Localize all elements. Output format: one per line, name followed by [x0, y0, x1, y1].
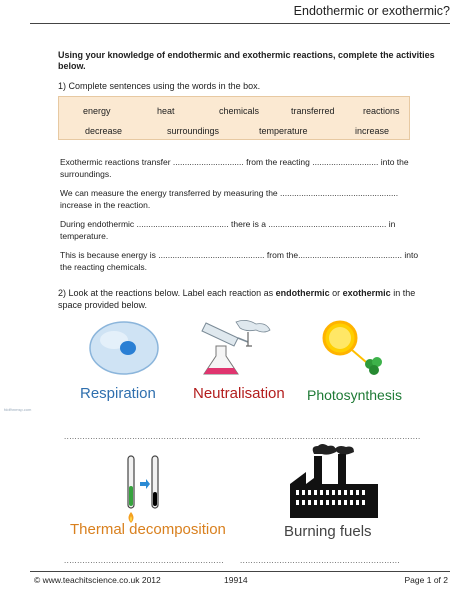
word-box-word: heat: [157, 106, 175, 116]
word-box-word: chemicals: [219, 106, 260, 116]
q2-text-end: in the space provided below.: [58, 288, 416, 310]
reaction-label-photosynthesis: Photosynthesis: [307, 387, 402, 403]
question-2-prompt: [58, 287, 418, 311]
answer-line-neutralisation[interactable]: ..............................................: [182, 432, 303, 441]
answer-line-thermal-decomposition[interactable]: .............................................................: [64, 556, 224, 565]
footer-page-number: Page 1 of 2: [404, 575, 448, 585]
reaction-label-thermal-decomposition: Thermal decomposition: [70, 521, 226, 538]
sentence-2: We can measure the energy transferred by measuring the .................................................. increase in the reaction.: [60, 188, 399, 210]
factory-icon: [284, 444, 384, 520]
footer-divider: [30, 571, 450, 572]
word-box-word: surroundings: [167, 126, 220, 136]
word-box-word: reactions: [363, 106, 400, 116]
intro-instructions: Using your knowledge of endothermic and exothermic reactions, complete the activities below.: [58, 50, 435, 71]
reaction-label-burning-fuels: Burning fuels: [284, 523, 372, 540]
watermark: fddfhnmsp.com: [4, 407, 32, 412]
word-box-word: temperature: [259, 126, 308, 136]
sun-icon: [316, 316, 396, 380]
word-box-word: decrease: [85, 126, 123, 136]
sentence-4: This is because energy is ............................................. from the............................................ into the reacting chemicals.: [60, 250, 419, 272]
q2-text-or: or: [329, 288, 343, 298]
q2-endothermic: endothermic: [275, 288, 330, 298]
flask-icon: [186, 318, 276, 378]
q2-text-start: 2) Look at the reactions below. Label each reaction as: [58, 288, 276, 298]
question-1-prompt: 1) Complete sentences using the words in the box.: [58, 81, 261, 91]
sentence-3: During endothermic ....................................... there is a .................................................. in temperature.: [60, 219, 396, 241]
q2-exothermic: exothermic: [342, 288, 391, 298]
test-tubes-icon: [114, 452, 174, 524]
footer-code: 19914: [224, 575, 248, 585]
cell-icon: [84, 318, 164, 378]
page-title: Endothermic or exothermic?: [293, 4, 450, 18]
reaction-label-respiration: Respiration: [80, 385, 156, 402]
answer-line-burning-fuels[interactable]: .............................................................: [240, 556, 400, 565]
word-box-word: energy: [83, 106, 111, 116]
reaction-label-neutralisation: Neutralisation: [193, 385, 285, 402]
word-box: [58, 96, 410, 140]
answer-line-photosynthesis[interactable]: ..............................................: [300, 432, 421, 441]
answer-line-respiration[interactable]: ..............................................: [64, 432, 185, 441]
word-box-word: transferred: [291, 106, 335, 116]
header-divider: [30, 23, 450, 24]
sentence-1: Exothermic reactions transfer .............................. from the reacting ............................ into the surroundings.: [60, 157, 409, 179]
word-box-word: increase: [355, 126, 390, 136]
footer-copyright: © www.teachitscience.co.uk 2012: [34, 575, 161, 585]
